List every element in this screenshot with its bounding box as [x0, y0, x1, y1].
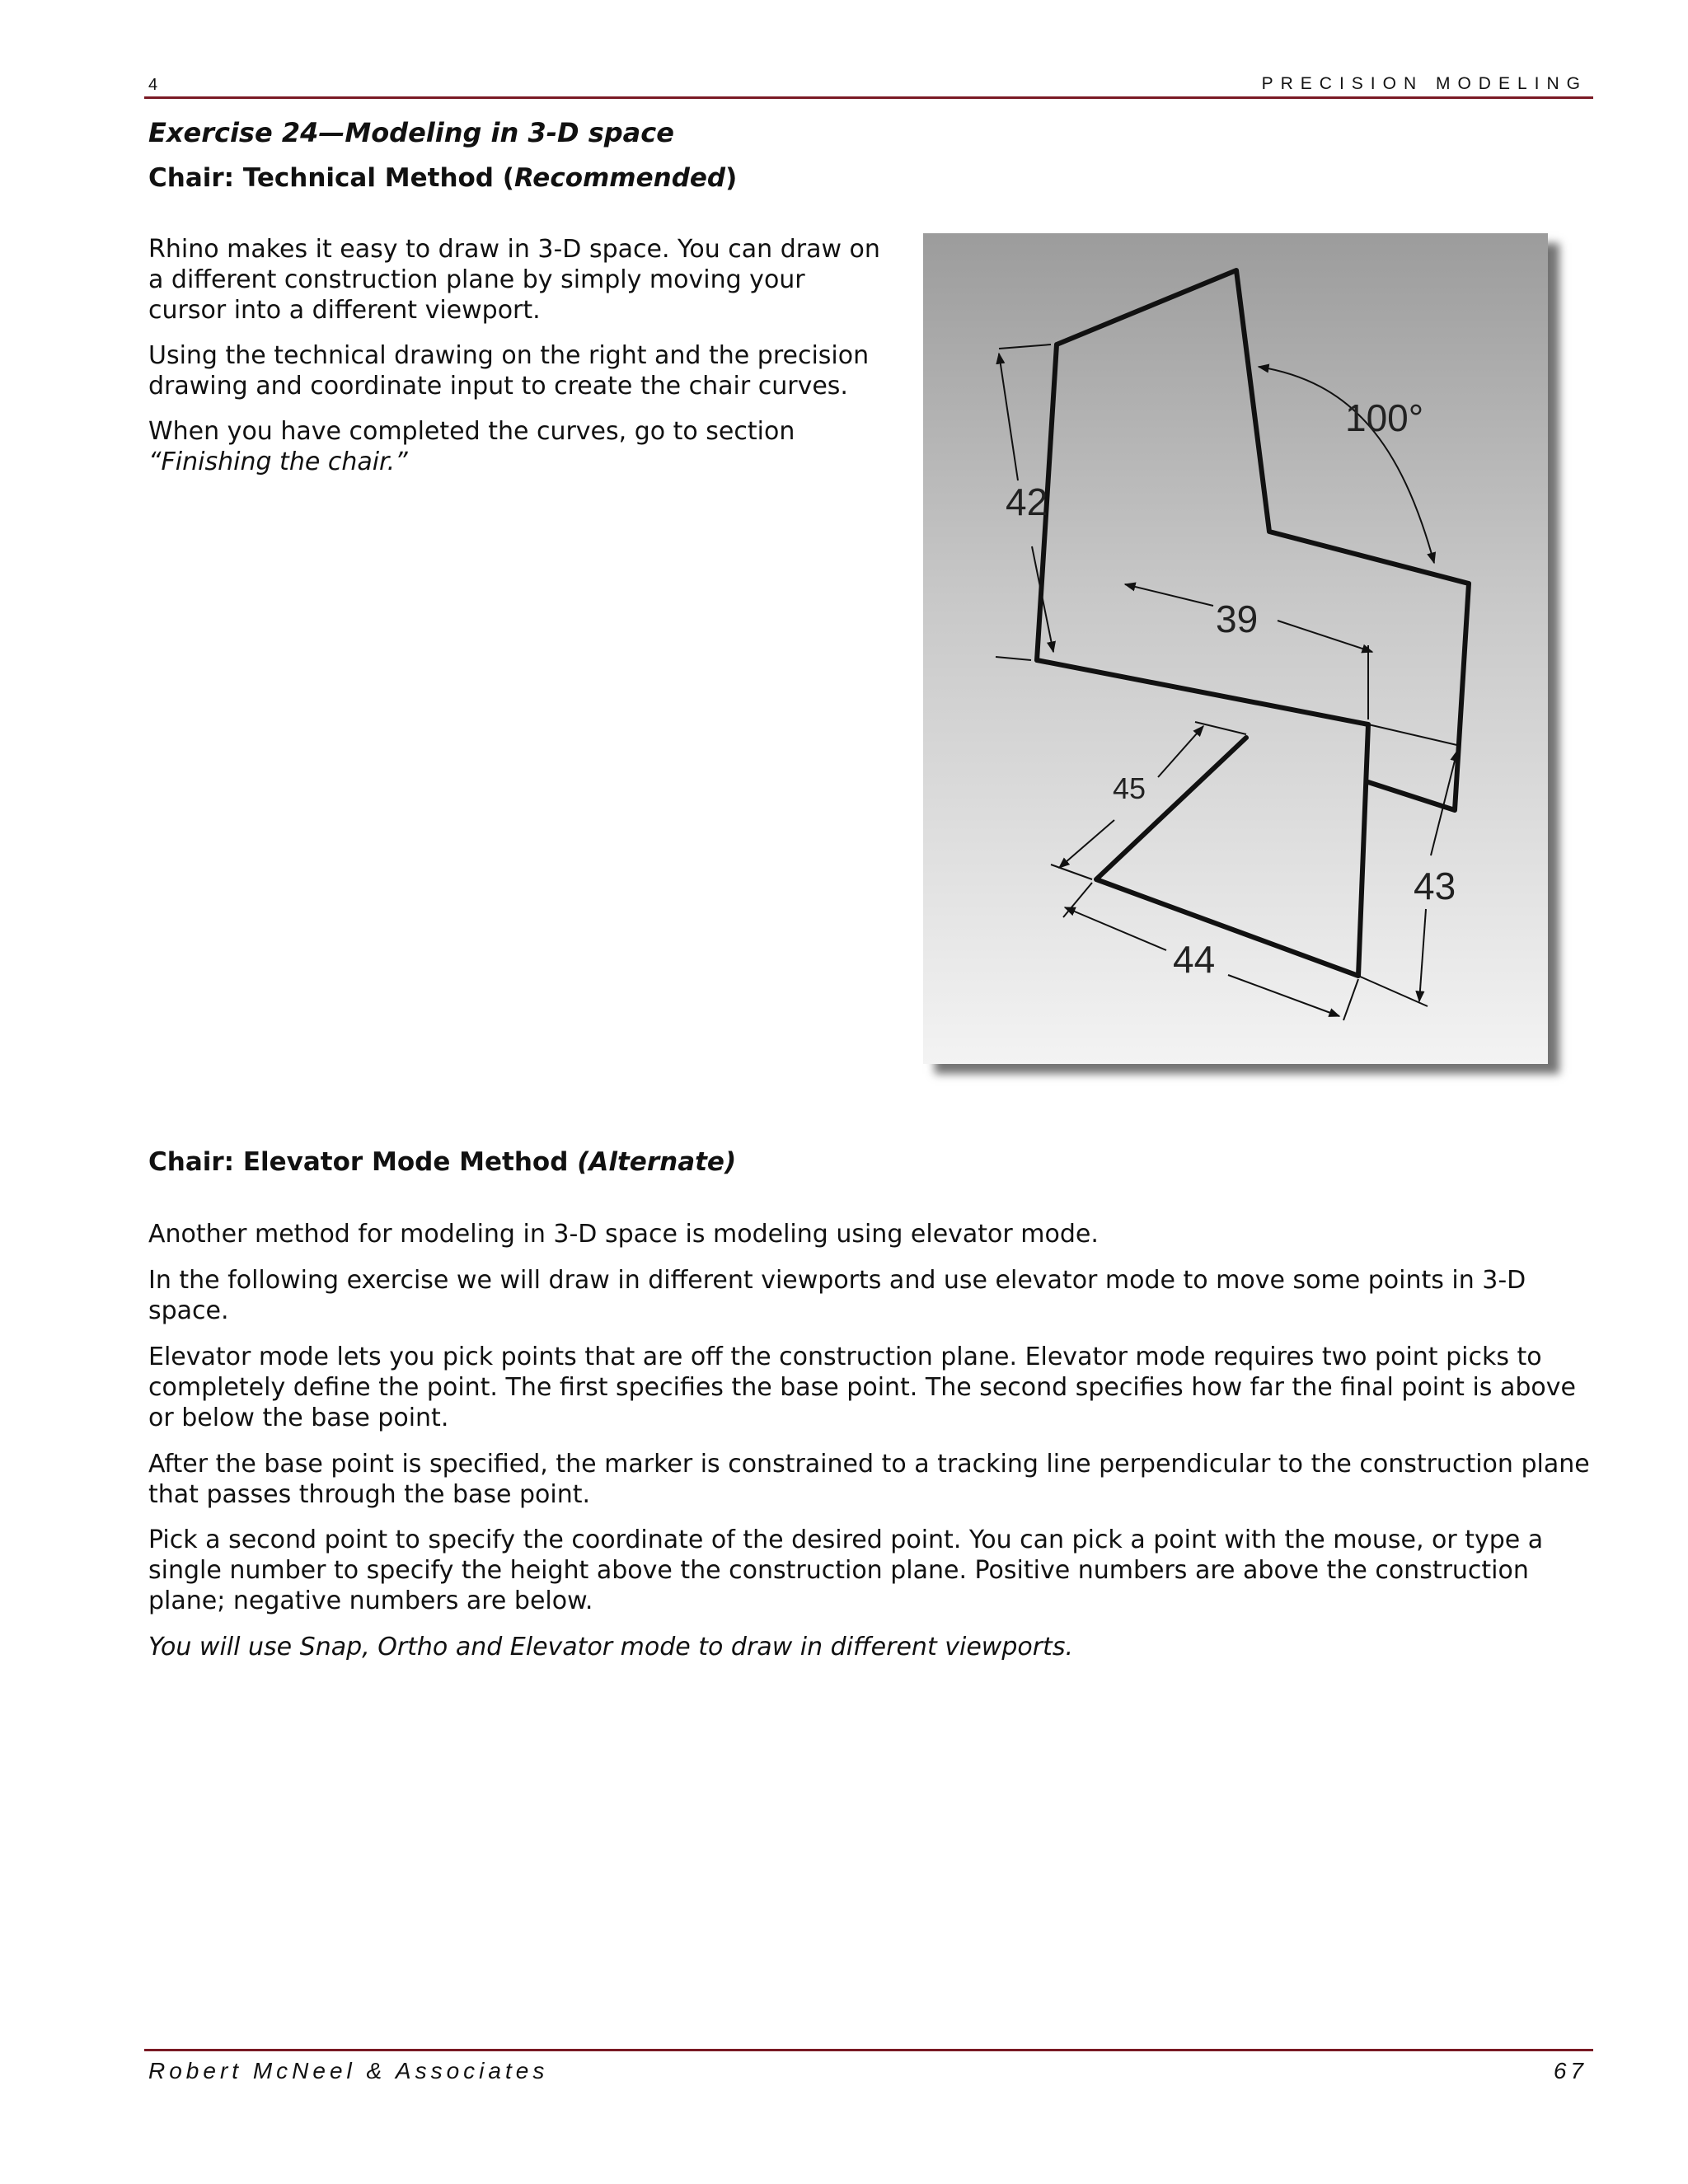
exercise-title: Exercise 24—Modeling in 3-D space: [148, 117, 674, 148]
chair-back-outline: [1037, 270, 1469, 810]
dimension-42-label: 42: [1006, 480, 1048, 523]
header-page-number: 4: [148, 76, 158, 94]
section2-paragraph-5: Pick a second point to specify the coordinate of the desired point. You can pick a point with the mouse, or type a single number to specify the height above the construction plane. Positive numbers are above the construction plane; negative numbers are below.: [148, 1526, 1544, 1615]
section1-heading-emphasis: Recommended: [513, 163, 726, 193]
section1-paragraph-1: Rhino makes it easy to draw in 3-D space. You can draw on a different construction plane by simply moving your cursor into a different viewport.: [148, 235, 880, 325]
section1-heading-suffix: ): [725, 163, 738, 193]
dimension-45-label: 45: [1113, 771, 1146, 805]
section1-paragraph-2: Using the technical drawing on the right and the precision drawing and coordinate input to create the chair curves.: [148, 341, 870, 401]
dimension-43-label: 43: [1414, 865, 1456, 907]
section1-heading-prefix: Chair: Technical Method (: [148, 163, 514, 193]
running-title: PRECISION MODELING: [1261, 74, 1587, 93]
section1-paragraph-3-text: When you have completed the curves, go to section: [148, 417, 795, 446]
dimension-39-label: 39: [1216, 598, 1259, 640]
angle-label: 100°: [1345, 396, 1424, 439]
header-rule: [144, 96, 1593, 99]
section2-heading-emphasis: (Alternate): [577, 1147, 737, 1177]
chair-technical-drawing: [923, 233, 1548, 1064]
footer-rule: [144, 2049, 1593, 2051]
section2-paragraph-2: In the following exercise we will draw in different viewports and use elevator mode to move some points in 3-D space.: [148, 1266, 1526, 1325]
section1-paragraph-3: [148, 416, 890, 477]
section2-paragraph-6: You will use Snap, Ortho and Elevator mode to draw in different viewports.: [148, 1633, 1073, 1661]
footer-publisher: Robert McNeel & Associates: [148, 2058, 549, 2083]
chair-drawing-svg: [923, 233, 1548, 1064]
footer-page-number: 67: [1553, 2058, 1587, 2083]
section2-paragraph-1: Another method for modeling in 3-D space is modeling using elevator mode.: [148, 1220, 1099, 1249]
dimension-44-label: 44: [1173, 938, 1216, 981]
section2-paragraph-4: After the base point is specified, the marker is constrained to a tracking line perpendicular to the construction plane that passes through the base point.: [148, 1450, 1590, 1509]
section1-heading: [148, 163, 737, 193]
section2-heading: [148, 1147, 736, 1177]
finishing-chair-reference: “Finishing the chair.”: [148, 448, 408, 476]
section2-heading-prefix: Chair: Elevator Mode Method: [148, 1147, 578, 1177]
section2-paragraph-3: Elevator mode lets you pick points that are off the construction plane. Elevator mode requires two point picks to completely define the point. The first specifies the base point. The second specifies how far the final point is above or below the base point.: [148, 1343, 1576, 1432]
chair-seat-and-leg-outline: [1037, 660, 1368, 976]
